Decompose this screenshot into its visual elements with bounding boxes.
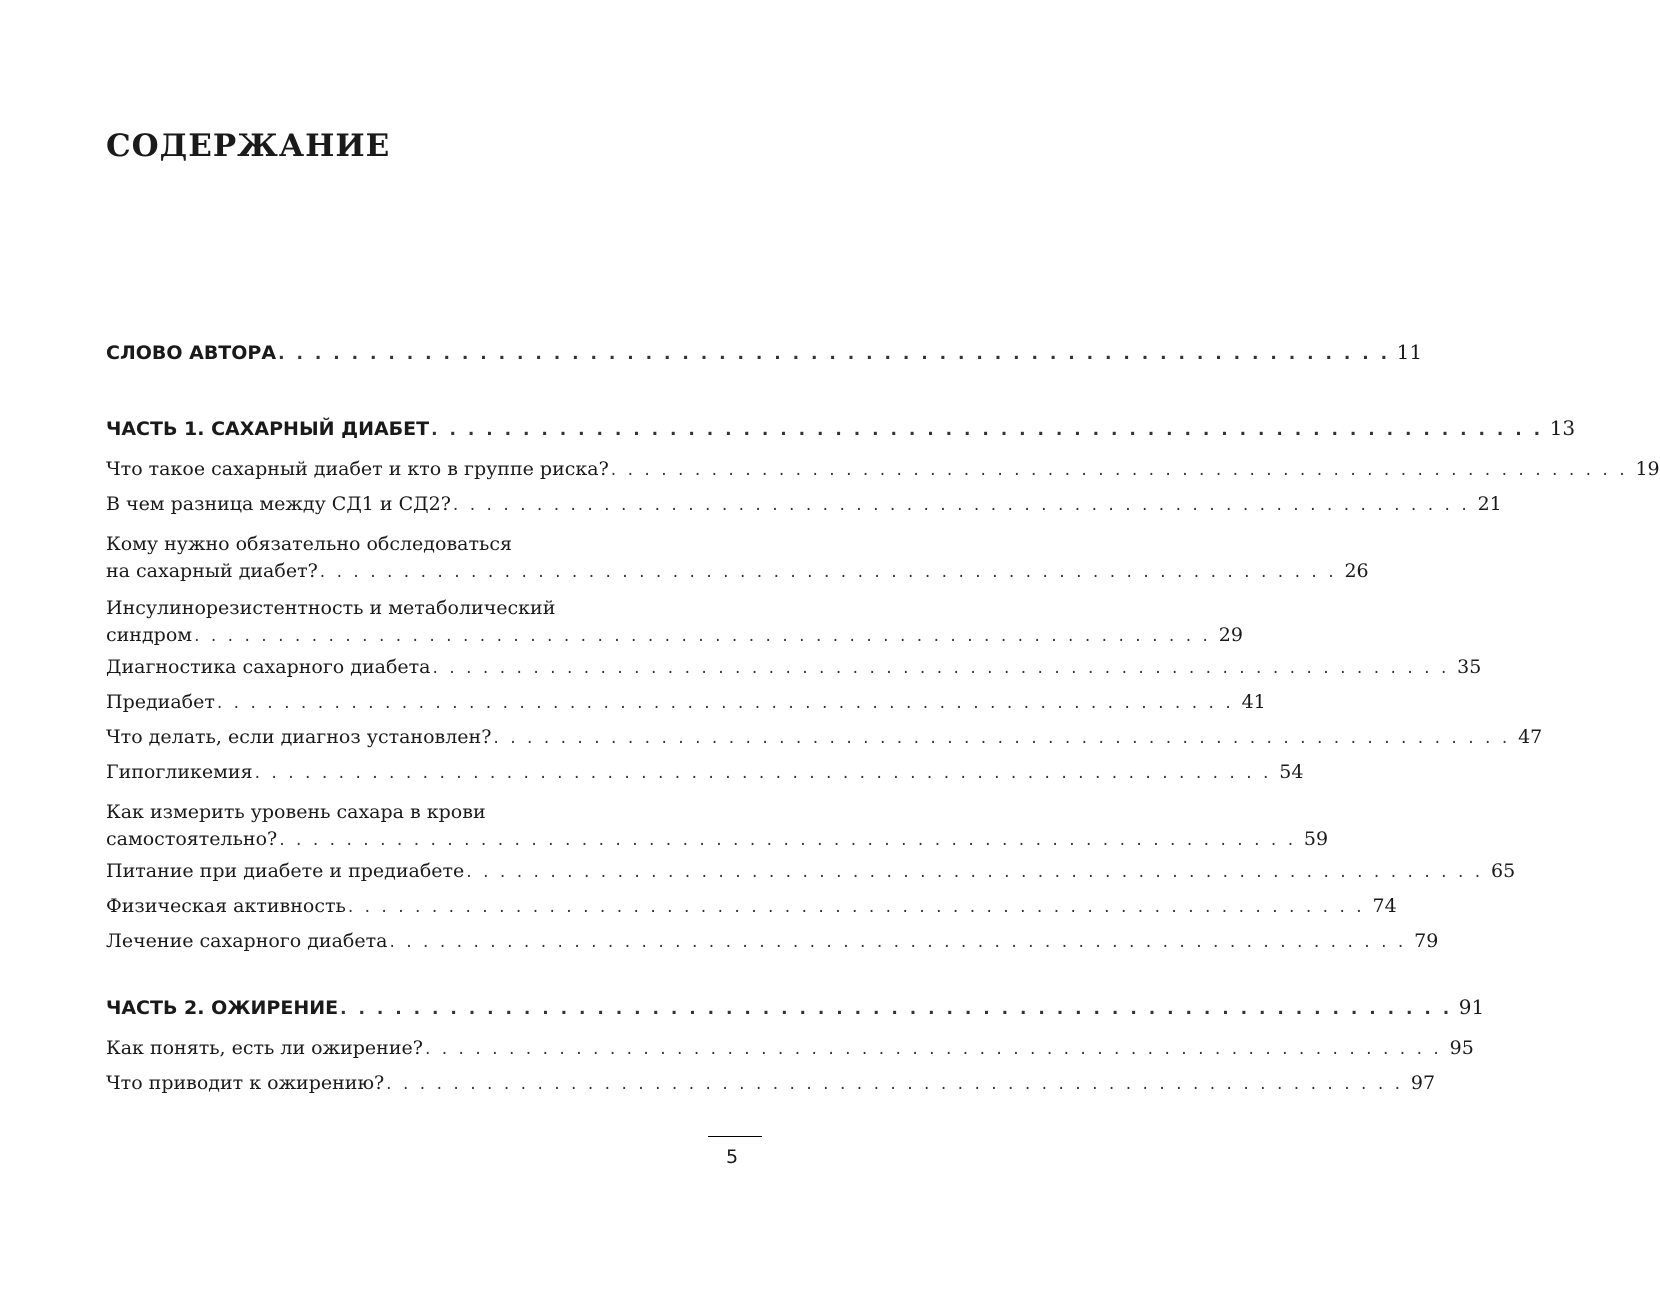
toc-page: 54: [1279, 761, 1304, 783]
toc-label: Лечение сахарного диабета: [106, 930, 388, 952]
toc-page: 21: [1477, 493, 1502, 515]
toc-label: самостоятельно?: [106, 828, 278, 850]
toc-page: 41: [1241, 691, 1266, 713]
toc-label: Диагностика сахарного диабета: [106, 656, 431, 678]
toc-entry[interactable]: [106, 458, 1660, 493]
toc-page: 11: [1396, 340, 1423, 364]
toc-entry[interactable]: [106, 930, 1439, 965]
dot-leader: . . . . . . . . . . . . . . . . . . . . . . . . . . . . . . . . . . . . . . . . . . . . . . . . . . . . . . . . . . . . .: [254, 763, 1272, 783]
toc-page: 26: [1344, 560, 1369, 582]
toc-part-1[interactable]: [106, 416, 1576, 446]
dot-leader: . . . . . . . . . . . . . . . . . . . . . . . . . . . . . . . . . . . . . . . . . . . . . . . . . . . . . . . . . . . . .: [319, 562, 1337, 582]
toc-entry[interactable]: [106, 796, 1329, 860]
dot-leader: . . . . . . . . . . . . . . . . . . . . . . . . . . . . . . . . . . . . . . . . . . . . . . . . . . . . . . . . . . . . .: [466, 862, 1484, 882]
toc-label: на сахарный диабет?: [106, 560, 318, 582]
dot-leader: . . . . . . . . . . . . . . . . . . . . . . . . . . . . . . . . . . . . . . . . . . . . . . . . . . . . . . . . . . . . .: [432, 658, 1450, 678]
dot-leader: . . . . . . . . . . . . . . . . . . . . . . . . . . . . . . . . . . . . . . . . . . . . . . . . . . . . . . . . . . . . .: [424, 1039, 1442, 1059]
toc-page: 95: [1449, 1037, 1474, 1059]
dot-leader: . . . . . . . . . . . . . . . . . . . . . . . . . . . . . . . . . . . . . . . . . . . . . . . . . . . . . . . . . . . . .: [452, 495, 1470, 515]
table-of-contents: [106, 340, 1660, 1107]
toc-entry[interactable]: [106, 493, 1502, 528]
toc-entry[interactable]: [106, 1037, 1474, 1072]
toc-label: ЧАСТЬ 1. САХАРНЫЙ ДИАБЕТ: [106, 418, 430, 440]
page-number: 5: [726, 1146, 739, 1168]
toc-entry[interactable]: [106, 860, 1516, 895]
toc-entry[interactable]: [106, 726, 1543, 761]
toc-label: Физическая активность: [106, 895, 346, 917]
toc-page: 47: [1518, 726, 1543, 748]
toc-label: Что делать, если диагноз установлен?: [106, 726, 492, 748]
toc-page: 19: [1635, 458, 1660, 480]
toc-label: синдром: [106, 624, 193, 646]
page-title: СОДЕРЖАНИЕ: [106, 128, 391, 164]
toc-page: 74: [1372, 895, 1397, 917]
dot-leader: . . . . . . . . . . . . . . . . . . . . . . . . . . . . . . . . . . . . . . . . . . . . . . . . . . . . . . . . . . . . .: [386, 1074, 1404, 1094]
toc-entry[interactable]: [106, 895, 1397, 930]
toc-label: Питание при диабете и предиабете: [106, 860, 465, 882]
toc-entry[interactable]: [106, 1072, 1436, 1107]
toc-label-line1: Как измерить уровень сахара в крови: [106, 801, 486, 823]
toc-page: 13: [1549, 416, 1576, 440]
toc-entry[interactable]: [106, 761, 1304, 796]
toc-entry[interactable]: [106, 656, 1482, 691]
toc-label: Как понять, есть ли ожирение?: [106, 1037, 423, 1059]
footer-divider: [708, 1136, 762, 1137]
dot-leader: . . . . . . . . . . . . . . . . . . . . . . . . . . . . . . . . . . . . . . . . . . . . . . . . . . . . . . . . . . . . .: [340, 999, 1453, 1019]
toc-label-line1: Кому нужно обязательно обследоваться: [106, 533, 512, 555]
dot-leader: . . . . . . . . . . . . . . . . . . . . . . . . . . . . . . . . . . . . . . . . . . . . . . . . . . . . . . . . . . . . .: [279, 830, 1297, 850]
toc-page: 29: [1218, 624, 1243, 646]
toc-label: Предиабет: [106, 691, 215, 713]
dot-leader: . . . . . . . . . . . . . . . . . . . . . . . . . . . . . . . . . . . . . . . . . . . . . . . . . . . . . . . . . . . . .: [493, 728, 1511, 748]
toc-page: 59: [1303, 828, 1329, 850]
toc-page: 35: [1457, 656, 1482, 678]
toc-entry[interactable]: [106, 528, 1369, 592]
toc-label: ЧАСТЬ 2. ОЖИРЕНИЕ: [106, 997, 339, 1019]
dot-leader: . . . . . . . . . . . . . . . . . . . . . . . . . . . . . . . . . . . . . . . . . . . . . . . . . . . . . . . . . . . . .: [431, 420, 1544, 440]
toc-label: Гипогликемия: [106, 761, 253, 783]
toc-entry[interactable]: [106, 592, 1243, 656]
toc-label: Что такое сахарный диабет и кто в группе риска?: [106, 458, 609, 480]
toc-page: 65: [1490, 860, 1516, 882]
toc-label: В чем разница между СД1 и СД2?: [106, 493, 451, 515]
toc-entry[interactable]: [106, 691, 1266, 726]
dot-leader: . . . . . . . . . . . . . . . . . . . . . . . . . . . . . . . . . . . . . . . . . . . . . . . . . . . . . . . . . . . . .: [347, 897, 1365, 917]
dot-leader: . . . . . . . . . . . . . . . . . . . . . . . . . . . . . . . . . . . . . . . . . . . . . . . . . . . . . . . . . . . . .: [278, 344, 1391, 364]
toc-label-line1: Инсулинорезистентность и метаболический: [106, 597, 556, 619]
toc-part-2[interactable]: [106, 995, 1485, 1025]
toc-page: 79: [1414, 930, 1439, 952]
toc-page: 91: [1458, 995, 1485, 1019]
toc-label: СЛОВО АВТОРА: [106, 342, 277, 364]
toc-author-word[interactable]: [106, 340, 1423, 370]
dot-leader: . . . . . . . . . . . . . . . . . . . . . . . . . . . . . . . . . . . . . . . . . . . . . . . . . . . . . . . . . . . . .: [216, 693, 1234, 713]
dot-leader: . . . . . . . . . . . . . . . . . . . . . . . . . . . . . . . . . . . . . . . . . . . . . . . . . . . . . . . . . . . . .: [194, 626, 1211, 646]
toc-label: Что приводит к ожирению?: [106, 1072, 385, 1094]
dot-leader: . . . . . . . . . . . . . . . . . . . . . . . . . . . . . . . . . . . . . . . . . . . . . . . . . . . . . . . . . . . . .: [610, 460, 1628, 480]
dot-leader: . . . . . . . . . . . . . . . . . . . . . . . . . . . . . . . . . . . . . . . . . . . . . . . . . . . . . . . . . . . . .: [389, 932, 1407, 952]
toc-page: 97: [1410, 1072, 1436, 1094]
